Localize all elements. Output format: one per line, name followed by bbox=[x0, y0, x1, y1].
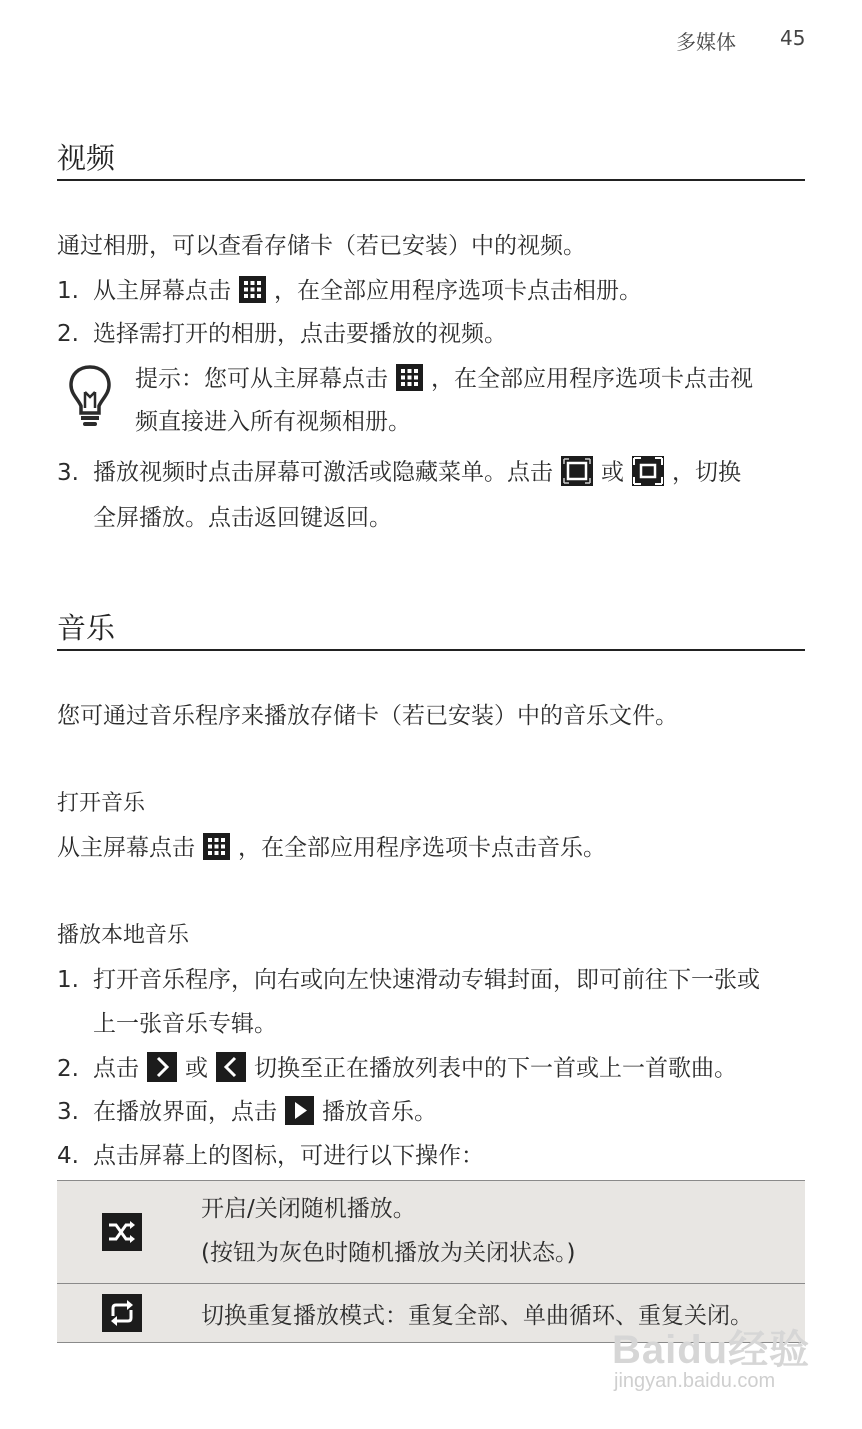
video-step-1 bbox=[57, 277, 642, 305]
step-text-pre: 点击 bbox=[93, 1055, 139, 1082]
step-number: 1. bbox=[57, 278, 79, 304]
play-local-music-heading: 播放本地音乐 bbox=[57, 923, 190, 948]
step-text: 选择需打开的相册，点击要播放的视频。 bbox=[93, 321, 507, 347]
music-step-2 bbox=[57, 1054, 737, 1084]
music-step-4 bbox=[57, 1142, 484, 1170]
step-text-pre: 播放视频时点击屏幕可激活或隐藏菜单。点击 bbox=[93, 459, 553, 486]
previous-chevron-icon bbox=[216, 1052, 246, 1082]
watermark-url: jingyan.baidu.com bbox=[614, 1370, 776, 1392]
baidu-jingyan-watermark bbox=[612, 1318, 812, 1396]
music-section-title: 音乐 bbox=[57, 611, 116, 645]
step-text-post: 播放音乐。 bbox=[322, 1099, 437, 1125]
step-text-post: 切换至正在播放列表中的下一首或上一首歌曲。 bbox=[254, 1055, 737, 1082]
step-text: 点击屏幕上的图标，可进行以下操作： bbox=[93, 1143, 484, 1169]
all-apps-grid-icon bbox=[239, 276, 266, 303]
play-icon bbox=[285, 1096, 314, 1125]
open-text-post: ，在全部应用程序选项卡点击音乐。 bbox=[238, 835, 606, 861]
music-intro: 您可通过音乐程序来播放存储卡（若已安装）中的音乐文件。 bbox=[57, 703, 678, 729]
step-text-or: 或 bbox=[601, 459, 624, 486]
video-title-divider bbox=[57, 179, 805, 181]
table-cell-text bbox=[187, 1181, 805, 1284]
video-intro: 通过相册，可以查看存储卡（若已安装）中的视频。 bbox=[57, 233, 586, 259]
step-text-pre: 从主屏幕点击 bbox=[93, 278, 231, 304]
music-step-1-line-2: 上一张音乐专辑。 bbox=[93, 1011, 277, 1037]
all-apps-grid-icon bbox=[203, 833, 230, 860]
tip-line-2: 频直接进入所有视频相册。 bbox=[135, 409, 411, 435]
repeat-icon bbox=[102, 1294, 142, 1332]
video-step-3-line-2: 全屏播放。点击返回键返回。 bbox=[93, 505, 392, 531]
step-number: 1. bbox=[57, 967, 79, 993]
video-step-3 bbox=[57, 458, 741, 488]
table-cell-icon bbox=[57, 1284, 187, 1343]
repeat-description: 切换重复播放模式：重复全部、单曲循环、重复关闭。 bbox=[201, 1302, 753, 1329]
watermark-logo: Baidu经验 bbox=[612, 1328, 811, 1372]
step-text-post: ，在全部应用程序选项卡点击相册。 bbox=[274, 278, 642, 304]
full-screen-icon bbox=[632, 456, 664, 486]
header-section-name: 多媒体 bbox=[676, 30, 736, 54]
open-music-heading: 打开音乐 bbox=[57, 791, 146, 816]
step-text-post: ，切换 bbox=[672, 459, 741, 486]
lightbulb-tip-icon bbox=[66, 364, 114, 430]
fit-screen-icon bbox=[561, 456, 593, 486]
step-number: 2. bbox=[57, 321, 79, 347]
music-title-divider bbox=[57, 649, 805, 651]
step-text: 打开音乐程序，向右或向左快速滑动专辑封面，即可前往下一张或 bbox=[93, 967, 760, 993]
shuffle-description: 开启/关闭随机播放。 bbox=[201, 1196, 416, 1222]
step-text-or: 或 bbox=[185, 1055, 208, 1082]
video-step-2 bbox=[57, 320, 507, 348]
open-music-text bbox=[57, 834, 606, 862]
page-number: 45 bbox=[780, 26, 806, 50]
shuffle-icon bbox=[102, 1213, 142, 1251]
step-number: 2. bbox=[57, 1055, 79, 1082]
step-number: 3. bbox=[57, 459, 79, 486]
music-step-1 bbox=[57, 966, 760, 994]
tip-line-1 bbox=[135, 365, 753, 393]
tip-text-post: ，在全部应用程序选项卡点击视 bbox=[431, 366, 753, 392]
step-number: 4. bbox=[57, 1143, 79, 1169]
video-section-title: 视频 bbox=[57, 141, 116, 175]
table-row bbox=[57, 1181, 805, 1284]
open-text-pre: 从主屏幕点击 bbox=[57, 835, 195, 861]
all-apps-grid-icon bbox=[396, 364, 423, 391]
step-text-pre: 在播放界面，点击 bbox=[93, 1099, 277, 1125]
next-chevron-icon bbox=[147, 1052, 177, 1082]
music-step-3 bbox=[57, 1098, 437, 1127]
shuffle-note: (按钮为灰色时随机播放为关闭状态。) bbox=[201, 1240, 576, 1266]
table-cell-icon bbox=[57, 1181, 187, 1284]
tip-text-pre: 提示：您可从主屏幕点击 bbox=[135, 366, 388, 392]
step-number: 3. bbox=[57, 1099, 79, 1125]
